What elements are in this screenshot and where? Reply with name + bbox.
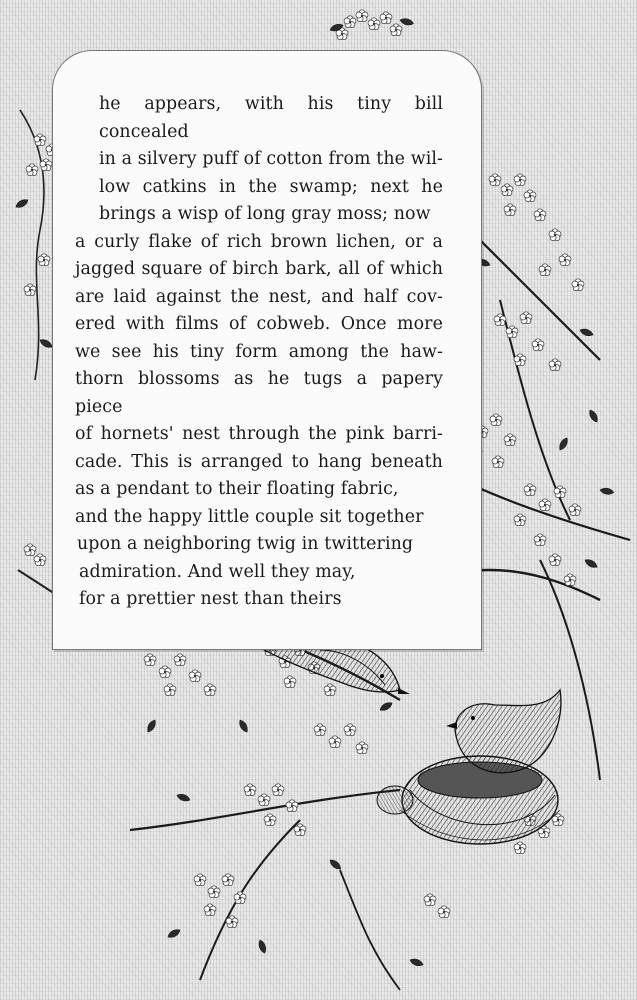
text-line: in a silvery puff of cotton from the wil- (99, 149, 443, 169)
text-line: as a pendant to their floating fabric, (75, 479, 399, 499)
top-blossom-cluster (329, 10, 414, 40)
text-line: admiration. And well they may, (79, 561, 356, 582)
text-line: ered with films of cobweb. Once more (75, 314, 443, 334)
birds-nest (377, 756, 560, 844)
text-line: of hornets' nest through the pink barri- (75, 424, 443, 444)
body-text (75, 91, 443, 614)
text-line: are laid against the nest, and half cov- (75, 286, 443, 307)
text-line: for a prettier nest than theirs (79, 589, 342, 609)
text-card (52, 50, 482, 650)
text-line: a curly flake of rich brown lichen, or a (75, 231, 443, 252)
text-line: and the happy little couple sit together (75, 506, 424, 527)
text-line: we see his tiny form among the haw- (75, 341, 443, 362)
text-line: thorn blossoms as he tugs a papery piece (75, 369, 443, 417)
text-line: low catkins in the swamp; next he (99, 176, 443, 197)
text-line: upon a neighboring twig in twittering (77, 534, 414, 554)
text-line: brings a wisp of long gray moss; now (99, 204, 431, 224)
text-line: jagged square of birch bark, all of which (75, 259, 443, 279)
text-line: cade. This is arranged to hang beneath (75, 451, 443, 472)
text-line: he appears, with his tiny bill concealed (99, 94, 443, 142)
